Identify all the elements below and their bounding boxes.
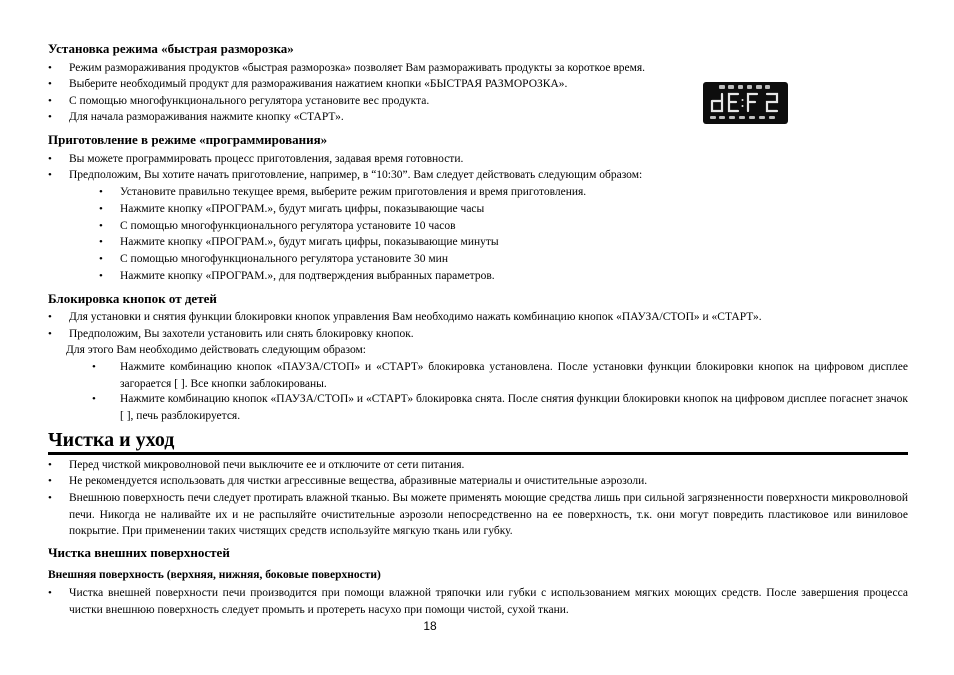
document-page: [48, 0, 908, 675]
bullet-icon: •: [48, 62, 52, 74]
bullet-icon: •: [92, 361, 96, 373]
bullet-icon: •: [48, 492, 52, 504]
list-item: • Режим размораживания продуктов «быстрая разморозка» позволяет Вам размораживать продукты за короткое время.: [48, 60, 908, 77]
heading-exterior-cleaning: Чистка внешних поверхностей: [48, 545, 230, 560]
list-item: • Перед чисткой микроволновой печи выключите ее и отключите от сети питания.: [48, 457, 908, 474]
list-item: • Выберите необходимый продукт для размораживания нажатием кнопки «БЫСТРАЯ РАЗМОРОЗКА».: [48, 76, 908, 93]
bullet-icon: •: [92, 393, 96, 405]
digital-display-image: [703, 82, 788, 124]
list-item: • Внешнюю поверхность печи следует протирать влажной тканью. Вы можете применять моющие средства лишь при сильной загрязненности поверхности микроволновой печи. Никогда не наливайте их и не распыляйте очистительные аэрозоли непосредственно на ее поверхность, т.к. они могут повредить пластиковое или виниловое покрытие. При применении таких чистящих средств используйте мягкую ткань или губку.: [48, 492, 908, 537]
list-item: • С помощью многофункционального регулятора установите вес продукта.: [48, 93, 908, 110]
bullet-icon: •: [48, 328, 52, 340]
sub-list-item: • Нажмите кнопку «ПРОГРАМ.», будут мигать цифры, показывающие минуты: [48, 234, 908, 251]
bullet-icon: •: [99, 220, 103, 232]
bullet-icon: •: [99, 186, 103, 198]
list-item: • Предположим, Вы захотели установить или снять блокировку кнопок.: [48, 326, 908, 343]
sub-list-item: • Нажмите кнопку «ПРОГРАМ.», для подтверждения выбранных параметров.: [48, 268, 908, 285]
bullet-icon: •: [48, 459, 52, 471]
list-item: • Для начала размораживания нажмите кнопку «СТАРТ».: [48, 109, 908, 126]
list-item: • Для установки и снятия функции блокировки кнопок управления Вам необходимо нажать комбинацию кнопок «ПАУЗА/СТОП» и «СТАРТ».: [48, 309, 908, 326]
list-item: • Чистка внешней поверхности печи производится при помощи влажной тряпочки или губки с использованием мягких моющих средств. После завершения процесса чистки внешнюю поверхность следует промыть и протереть насухо при помощи чистой, сухой ткани.: [48, 587, 908, 616]
bullet-icon: •: [48, 587, 52, 599]
heading-programming: Приготовление в режиме «программирования»: [48, 132, 328, 147]
sub-list-item: • Нажмите комбинацию кнопок «ПАУЗА/СТОП» и «СТАРТ» блокировка установлена. После установки функции блокировки кнопок на цифровом дисплее загорается [ ]. Все кнопки заблокированы.: [92, 361, 908, 390]
bullet-icon: •: [48, 311, 52, 323]
bullet-icon: •: [48, 169, 52, 181]
sub-list-item: • Нажмите комбинацию кнопок «ПАУЗА/СТОП» и «СТАРТ» блокировка снята. После снятия функции блокировки кнопок на цифровом дисплее погаснет значок [ ], печь разблокируется.: [92, 393, 908, 422]
bullet-icon: •: [48, 153, 52, 165]
list-continuation: Для этого Вам необходимо действовать следующим образом:: [66, 344, 367, 356]
bullet-icon: •: [48, 111, 52, 123]
heading-child-lock: Блокировка кнопок от детей: [48, 291, 217, 306]
bullet-icon: •: [99, 270, 103, 282]
bullet-icon: •: [99, 203, 103, 215]
sub-list-item: • С помощью многофункционального регулятора установите 30 мин: [48, 251, 908, 268]
chapter-title: Чистка и уход: [48, 429, 175, 451]
list-item: • Не рекомендуется использовать для чистки агрессивные вещества, абразивные материалы и очистительные аэрозоли.: [48, 473, 908, 490]
sub-list-item: • Установите правильно текущее время, выберите режим приготовления и время приготовления.: [48, 184, 908, 201]
display-readout-icon: [703, 82, 788, 124]
chapter-rule: [48, 452, 908, 455]
heading-fast-defrost: Установка режима «быстрая разморозка»: [48, 41, 294, 56]
bullet-icon: •: [48, 475, 52, 487]
bullet-icon: •: [99, 253, 103, 265]
list-item: • Вы можете программировать процесс приготовления, задавая время готовности.: [48, 151, 908, 168]
bullet-icon: •: [99, 236, 103, 248]
subheading-exterior-surface: Внешняя поверхность (верхняя, нижняя, боковые поверхности): [48, 569, 381, 581]
page-number: 18: [423, 619, 437, 633]
bullet-icon: •: [48, 95, 52, 107]
sub-list-item: • С помощью многофункционального регулятора установите 10 часов: [48, 218, 908, 235]
bullet-icon: •: [48, 78, 52, 90]
list-item: • Предположим, Вы хотите начать приготовление, например, в “10:30”. Вам следует действовать следующим образом:: [48, 167, 908, 184]
sub-list-item: • Нажмите кнопку «ПРОГРАМ.», будут мигать цифры, показывающие часы: [48, 201, 908, 218]
